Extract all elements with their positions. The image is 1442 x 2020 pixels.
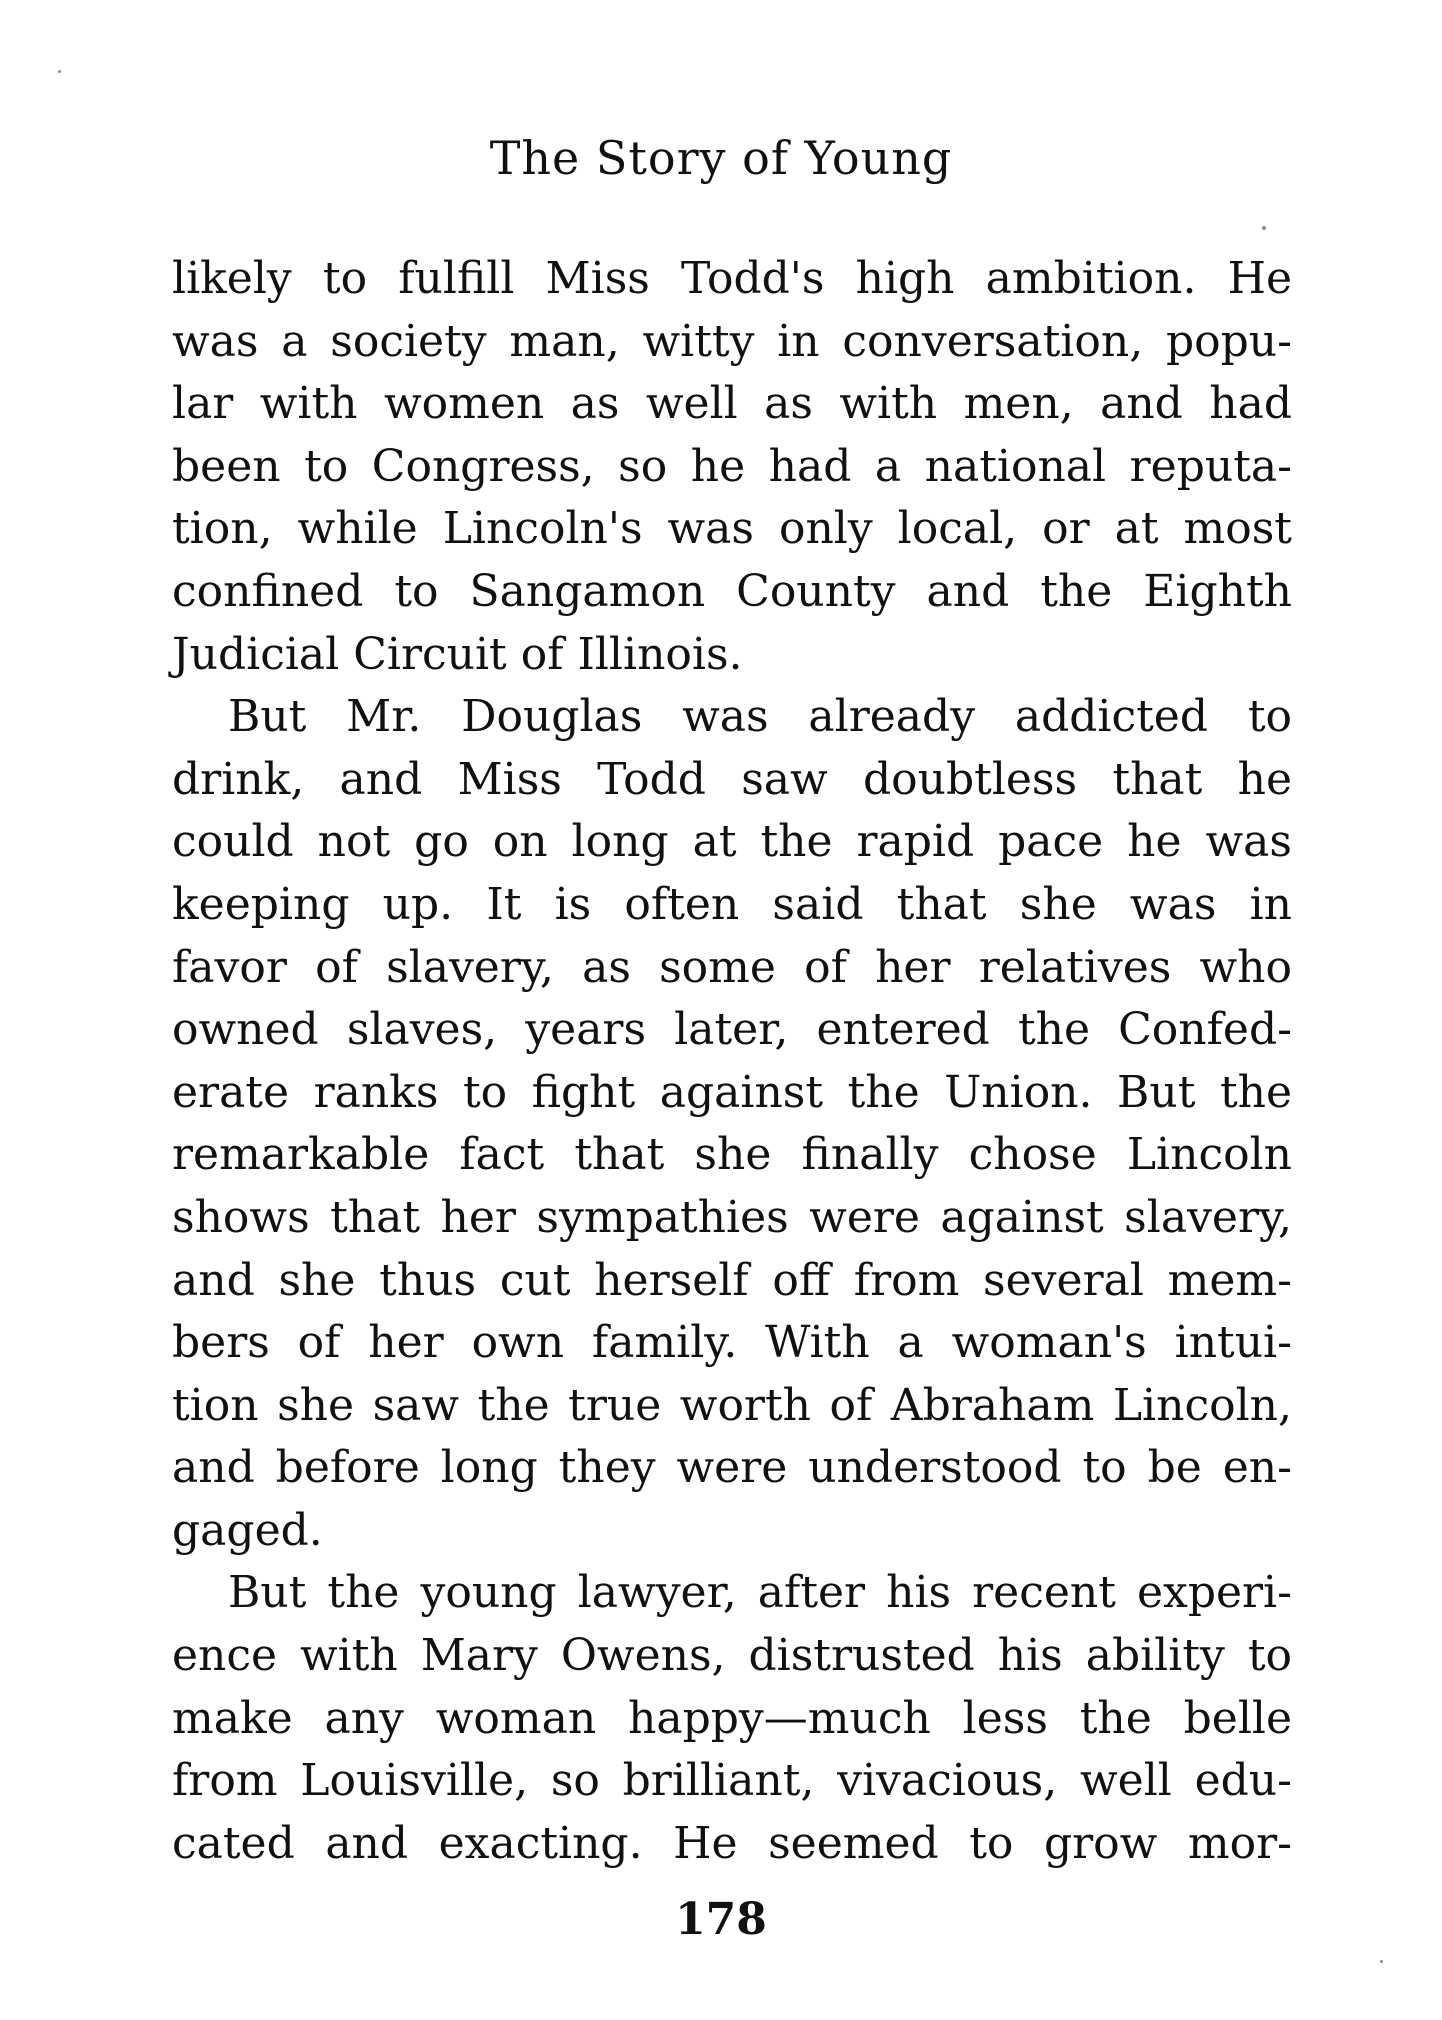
text-line: owned slaves, years later, entered the Confed- (172, 1004, 1292, 1056)
text-line: But the young lawyer, after his recent experi- (228, 1567, 1292, 1619)
text-line: cated and exacting. He seemed to grow mor- (172, 1817, 1292, 1869)
text-line: Judicial Circuit of Illinois. (172, 628, 743, 680)
text-line: ence with Mary Owens, distrusted his ability to (172, 1630, 1292, 1682)
text-line: remarkable fact that she finally chose Lincoln (172, 1129, 1292, 1181)
text-line: erate ranks to fight against the Union. But the (172, 1066, 1292, 1118)
paper-speck (1380, 1960, 1383, 1963)
text-line: drink, and Miss Todd saw doubtless that he (172, 753, 1292, 805)
text-line: tion, while Lincoln's was only local, or at most (172, 503, 1292, 555)
text-line: confined to Sangamon County and the Eighth (172, 565, 1292, 617)
text-line: been to Congress, so he had a national reputa- (172, 440, 1292, 492)
text-line: shows that her sympathies were against slavery, (172, 1191, 1292, 1243)
text-line: and she thus cut herself off from several mem- (172, 1254, 1292, 1306)
text-line: keeping up. It is often said that she was in (172, 878, 1292, 930)
text-line: from Louisville, so brilliant, vivacious, well edu- (172, 1755, 1292, 1807)
page-number: 178 (675, 1894, 767, 1945)
running-head: The Story of Young (489, 131, 953, 185)
text-line: tion she saw the true worth of Abraham Lincoln, (172, 1379, 1292, 1431)
text-line: and before long they were understood to be en- (172, 1442, 1292, 1494)
paper-speck (58, 70, 61, 73)
text-line: was a society man, witty in conversation, popu- (172, 315, 1292, 367)
text-line: favor of slavery, as some of her relatives who (172, 941, 1292, 993)
text-line: lar with women as well as with men, and had (172, 378, 1292, 430)
text-line: make any woman happy—much less the belle (172, 1692, 1292, 1744)
text-line: gaged. (172, 1504, 323, 1556)
text-line: could not go on long at the rapid pace he was (172, 816, 1292, 868)
text-line: But Mr. Douglas was already addicted to (228, 691, 1292, 743)
text-line: bers of her own family. With a woman's intui- (172, 1317, 1292, 1369)
text-line: likely to fulfill Miss Todd's high ambition. He (172, 253, 1292, 304)
body-text (172, 248, 1292, 1875)
paper-speck (1262, 226, 1266, 230)
